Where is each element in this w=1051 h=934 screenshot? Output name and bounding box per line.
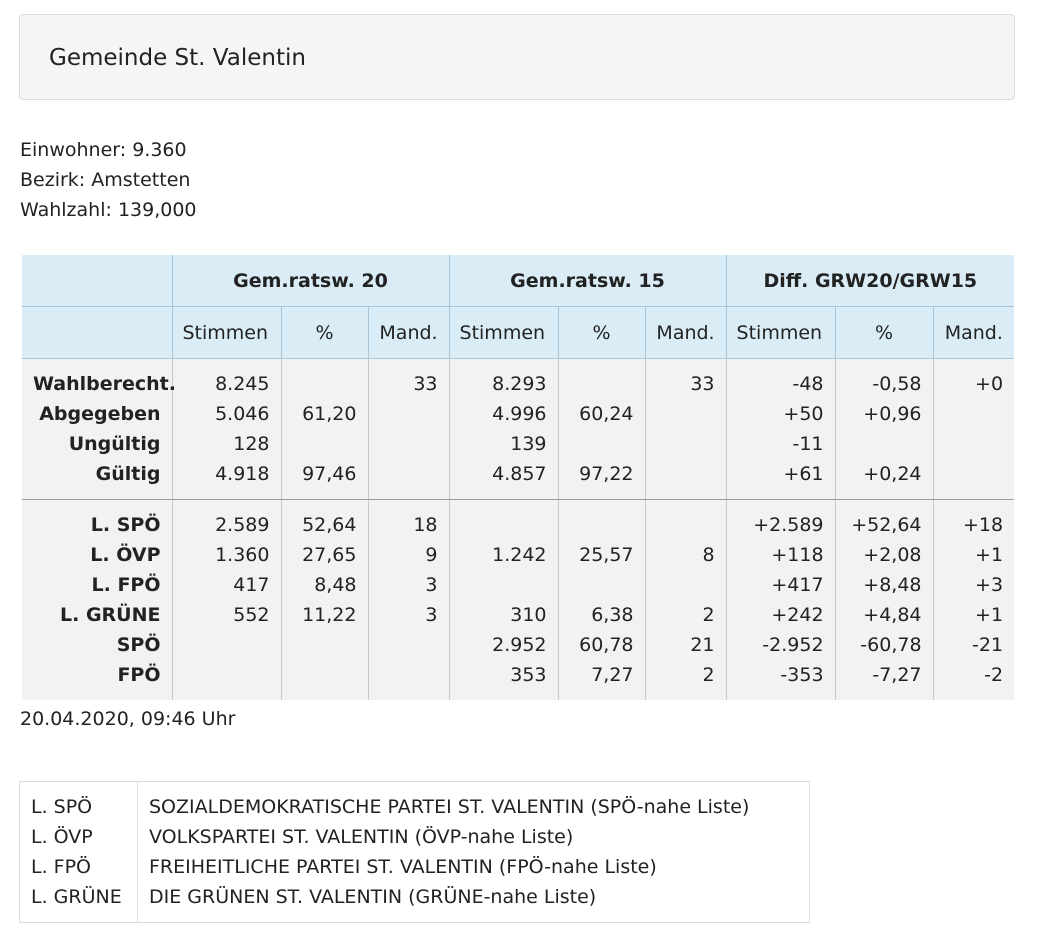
row-label: L. GRÜNE bbox=[60, 604, 161, 626]
cell-value bbox=[281, 660, 368, 700]
legend-abbr: L. GRÜNE bbox=[31, 886, 122, 908]
cell-value: 33 bbox=[368, 359, 449, 400]
cell-value bbox=[368, 399, 449, 429]
cell-value: 1.242 bbox=[449, 540, 558, 570]
cell-value: 18 bbox=[368, 500, 449, 541]
cell-value: +2.589 bbox=[726, 500, 835, 541]
cell-value: 97,22 bbox=[558, 459, 645, 500]
subheader-mand-diff: Mand. bbox=[933, 307, 1014, 359]
cell-value: 97,46 bbox=[281, 459, 368, 500]
cell-value: +0,24 bbox=[835, 459, 933, 500]
cell-value: 2.952 bbox=[449, 630, 558, 660]
legend-name: FREIHEITLICHE PARTEI ST. VALENTIN (FPÖ-nahe Liste) bbox=[149, 856, 657, 878]
cell-value: 27,65 bbox=[281, 540, 368, 570]
subheader-stimmen-diff: Stimmen bbox=[726, 307, 835, 359]
cell-value bbox=[835, 429, 933, 459]
row-label: Wahlberecht. bbox=[33, 373, 176, 395]
party-row bbox=[22, 600, 1014, 630]
cell-value: -2.952 bbox=[726, 630, 835, 660]
cell-value: 1.360 bbox=[172, 540, 281, 570]
cell-value: 60,24 bbox=[558, 399, 645, 429]
party-row bbox=[22, 540, 1014, 570]
cell-value bbox=[368, 630, 449, 660]
cell-value bbox=[368, 429, 449, 459]
row-label: FPÖ bbox=[117, 664, 161, 686]
cell-value: 2.589 bbox=[172, 500, 281, 541]
cell-value: 8 bbox=[645, 540, 726, 570]
subheader-pct-20: % bbox=[281, 307, 368, 359]
row-label: L. FPÖ bbox=[91, 574, 161, 596]
cell-value bbox=[933, 459, 1014, 500]
cell-value: +2,08 bbox=[835, 540, 933, 570]
cell-value: -2 bbox=[933, 660, 1014, 700]
summary-row bbox=[22, 429, 1014, 459]
cell-value: +8,48 bbox=[835, 570, 933, 600]
cell-value: 6,38 bbox=[558, 600, 645, 630]
header-diff: Diff. GRW20/GRW15 bbox=[726, 255, 1014, 307]
cell-value: 139 bbox=[449, 429, 558, 459]
cell-value: 21 bbox=[645, 630, 726, 660]
cell-value: 310 bbox=[449, 600, 558, 630]
summary-row bbox=[22, 459, 1014, 500]
cell-value: +118 bbox=[726, 540, 835, 570]
cell-value: 4.918 bbox=[172, 459, 281, 500]
cell-value bbox=[449, 570, 558, 600]
legend-name: DIE GRÜNEN ST. VALENTIN (GRÜNE-nahe Liste) bbox=[149, 886, 597, 908]
cell-value: 61,20 bbox=[281, 399, 368, 429]
summary-rows bbox=[22, 359, 1014, 500]
page-title: Gemeinde St. Valentin bbox=[49, 45, 306, 71]
cell-value: +0 bbox=[933, 359, 1014, 400]
info-quota: Wahlzahl: 139,000 bbox=[20, 199, 197, 221]
cell-value: +0,96 bbox=[835, 399, 933, 429]
cell-value bbox=[645, 570, 726, 600]
row-label: Ungültig bbox=[68, 433, 161, 455]
cell-value: +50 bbox=[726, 399, 835, 429]
cell-value: 552 bbox=[172, 600, 281, 630]
cell-value bbox=[645, 500, 726, 541]
row-label: L. ÖVP bbox=[90, 544, 161, 566]
header-empty bbox=[22, 255, 172, 307]
row-label: Gültig bbox=[22, 459, 172, 500]
cell-value bbox=[281, 630, 368, 660]
cell-value: -60,78 bbox=[835, 630, 933, 660]
cell-value bbox=[645, 429, 726, 459]
cell-value: -11 bbox=[726, 429, 835, 459]
legend-abbr: L. FPÖ bbox=[31, 856, 92, 878]
cell-value bbox=[172, 630, 281, 660]
row-label: Abgegeben bbox=[39, 403, 161, 425]
cell-value: 11,22 bbox=[281, 600, 368, 630]
subheader-mand-20: Mand. bbox=[368, 307, 449, 359]
cell-value bbox=[368, 459, 449, 500]
cell-value: 2 bbox=[645, 600, 726, 630]
cell-value: 4.996 bbox=[449, 399, 558, 429]
results-table bbox=[22, 255, 1014, 700]
municipality-header bbox=[19, 14, 1015, 100]
party-legend bbox=[19, 781, 810, 923]
legend-abbr-column bbox=[20, 782, 138, 923]
cell-value: 4.857 bbox=[449, 459, 558, 500]
cell-value: +1 bbox=[933, 600, 1014, 630]
party-row bbox=[22, 630, 1014, 660]
subheader-stimmen-20: Stimmen bbox=[172, 307, 281, 359]
cell-value: 3 bbox=[368, 570, 449, 600]
subheader-pct-15: % bbox=[558, 307, 645, 359]
legend-abbr: L. SPÖ bbox=[31, 796, 93, 818]
party-row bbox=[22, 570, 1014, 600]
cell-value bbox=[281, 429, 368, 459]
cell-value: 417 bbox=[172, 570, 281, 600]
legend-name: VOLKSPARTEI ST. VALENTIN (ÖVP-nahe Liste) bbox=[149, 826, 574, 848]
party-row bbox=[22, 660, 1014, 700]
subheader-stimmen-15: Stimmen bbox=[449, 307, 558, 359]
cell-value: 25,57 bbox=[558, 540, 645, 570]
cell-value bbox=[558, 500, 645, 541]
cell-value: +1 bbox=[933, 540, 1014, 570]
summary-row bbox=[22, 359, 1014, 400]
cell-value: +61 bbox=[726, 459, 835, 500]
info-population: Einwohner: 9.360 bbox=[20, 139, 187, 161]
cell-value: -21 bbox=[933, 630, 1014, 660]
legend-name: SOZIALDEMOKRATISCHE PARTEI ST. VALENTIN (SPÖ-nahe Liste) bbox=[149, 796, 750, 818]
cell-value: +242 bbox=[726, 600, 835, 630]
cell-value: -0,58 bbox=[835, 359, 933, 400]
cell-value bbox=[558, 570, 645, 600]
cell-value bbox=[368, 660, 449, 700]
cell-value: 8,48 bbox=[281, 570, 368, 600]
cell-value bbox=[558, 429, 645, 459]
header-grw20: Gem.ratsw. 20 bbox=[172, 255, 449, 307]
cell-value: +18 bbox=[933, 500, 1014, 541]
municipality-info bbox=[20, 135, 197, 225]
cell-value: 5.046 bbox=[172, 399, 281, 429]
party-row bbox=[22, 500, 1014, 541]
subheader-mand-15: Mand. bbox=[645, 307, 726, 359]
subheader-empty bbox=[22, 307, 172, 359]
cell-value: 60,78 bbox=[558, 630, 645, 660]
legend-name-column bbox=[138, 782, 810, 923]
timestamp: 20.04.2020, 09:46 Uhr bbox=[20, 708, 236, 730]
cell-value: +52,64 bbox=[835, 500, 933, 541]
cell-value bbox=[558, 359, 645, 400]
cell-value: 33 bbox=[645, 359, 726, 400]
header-grw15: Gem.ratsw. 15 bbox=[449, 255, 726, 307]
cell-value bbox=[645, 459, 726, 500]
cell-value: +417 bbox=[726, 570, 835, 600]
cell-value: 2 bbox=[645, 660, 726, 700]
cell-value: 8.293 bbox=[449, 359, 558, 400]
cell-value bbox=[281, 359, 368, 400]
cell-value bbox=[933, 399, 1014, 429]
cell-value: +3 bbox=[933, 570, 1014, 600]
cell-value: 353 bbox=[449, 660, 558, 700]
legend-abbr: L. ÖVP bbox=[31, 826, 93, 848]
info-district: Bezirk: Amstetten bbox=[20, 169, 191, 191]
cell-value: -7,27 bbox=[835, 660, 933, 700]
subheader-pct-diff: % bbox=[835, 307, 933, 359]
cell-value: -48 bbox=[726, 359, 835, 400]
cell-value bbox=[645, 399, 726, 429]
cell-value: 3 bbox=[368, 600, 449, 630]
row-label: SPÖ bbox=[116, 634, 161, 656]
cell-value: 8.245 bbox=[172, 359, 281, 400]
cell-value bbox=[449, 500, 558, 541]
cell-value: +4,84 bbox=[835, 600, 933, 630]
cell-value: 128 bbox=[172, 429, 281, 459]
cell-value bbox=[933, 429, 1014, 459]
cell-value: 9 bbox=[368, 540, 449, 570]
cell-value bbox=[172, 660, 281, 700]
party-rows bbox=[22, 500, 1014, 701]
cell-value: -353 bbox=[726, 660, 835, 700]
cell-value: 52,64 bbox=[281, 500, 368, 541]
summary-row bbox=[22, 399, 1014, 429]
row-label: L. SPÖ bbox=[90, 514, 161, 536]
cell-value: 7,27 bbox=[558, 660, 645, 700]
